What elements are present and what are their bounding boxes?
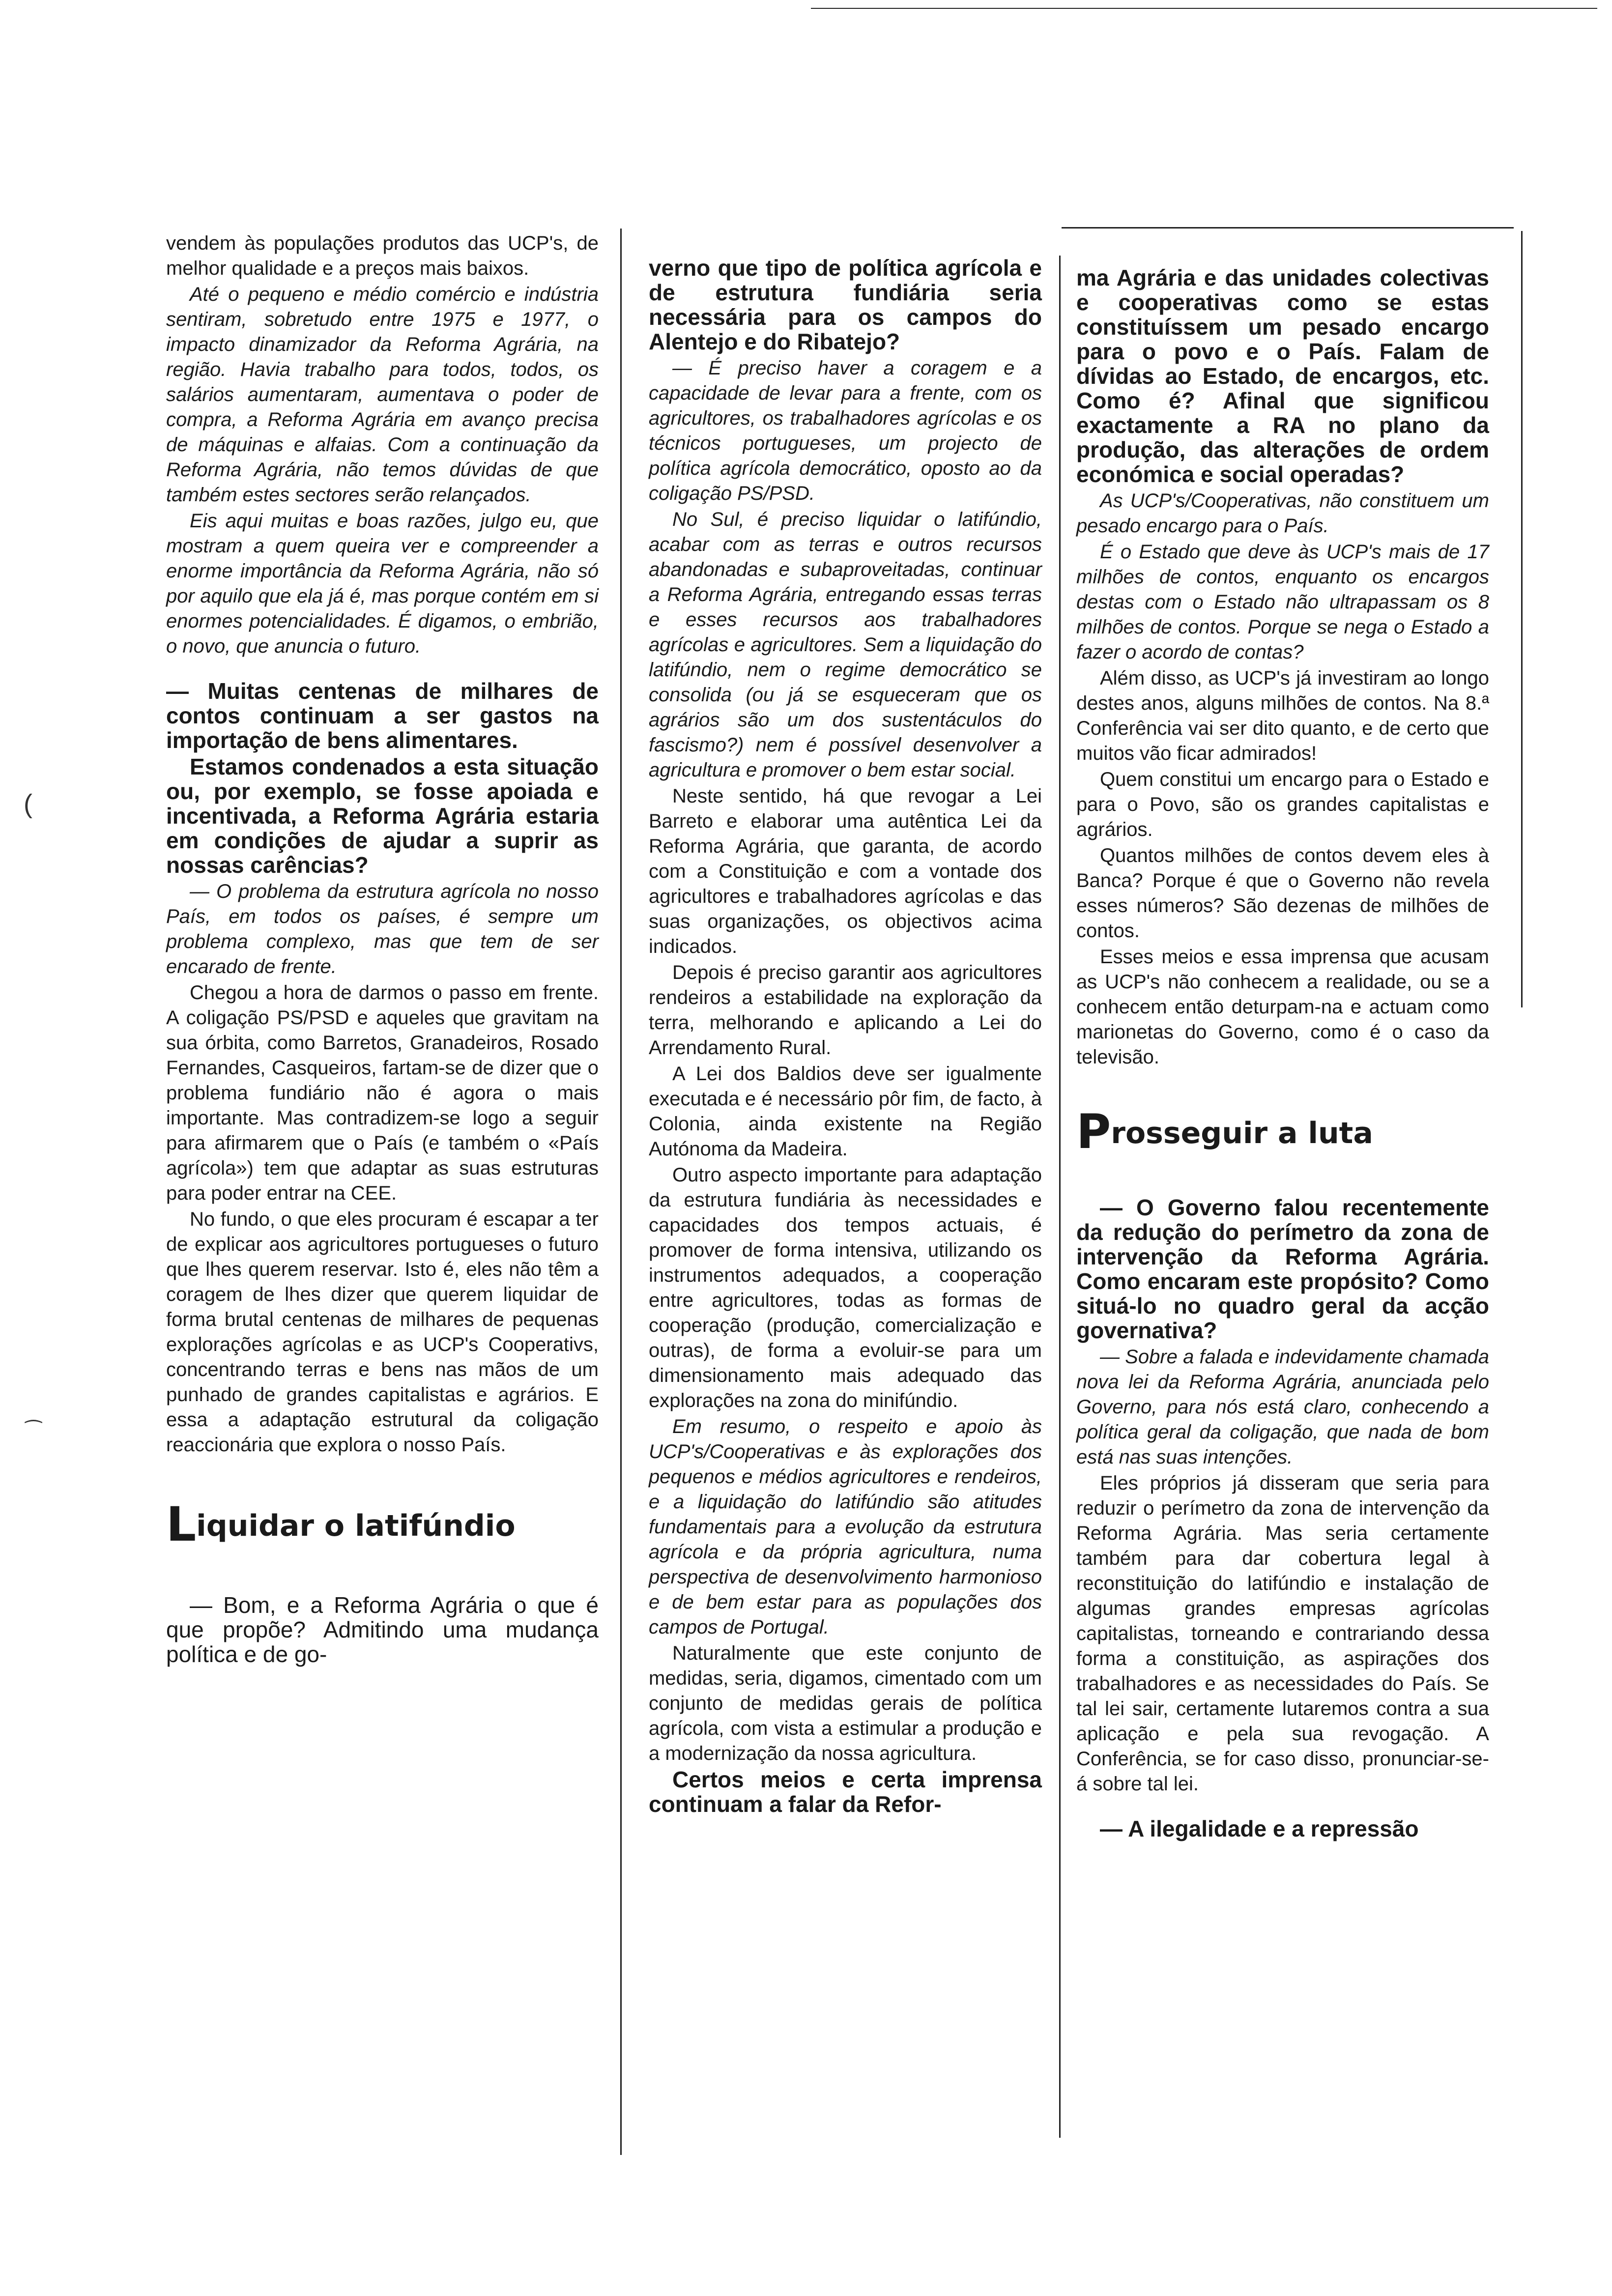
col1-question-1: — Muitas centenas de milhares de contos continuam a ser gastos na importação de bens alimentares.: [166, 678, 599, 753]
col3-answer-1: As UCP's/Cooperativas, não constituem um pesado encargo para o País.: [1076, 490, 1489, 537]
col3-paragraph-3: Quem constitui um encargo para o Estado e para o Povo, são os grandes capitalistas e agrários.: [1076, 769, 1489, 840]
heading-drop-cap: P: [1076, 1104, 1111, 1159]
col2-question-1: verno que tipo de política agrícola e de estrutura fundiária seria necessária para os campos do Alentejo e do Ribatejo?: [649, 255, 1042, 354]
col1-paragraph-1: vendem às populações produtos das UCP's, de melhor qualidade e a preços mais baixos.: [166, 232, 599, 279]
col3-answer-2: — Sobre a falada e indevidamente chamada nova lei da Reforma Agrária, anunciada pelo Governo, para nós está claro, conhecendo a política geral da coligação, que nada de bom está nas suas intenções.: [1076, 1346, 1489, 1468]
col1-paragraph-2: Até o pequeno e médio comércio e indústria sentiram, sobretudo entre 1975 e 1977, o impacto dinamizador da Reforma Agrária, na região. Havia trabalho para todos, todos, os salários aumentaram, aumentava o poder de compra, a Reforma Agrária em avanço precisa de máquinas e alfaias. Com a continuação da Reforma Agrária, não temos dúvidas de que também estes sectores serão relançados.: [166, 284, 599, 506]
col1-paragraph-5: No fundo, o que eles procuram é escapar a ter de explicar aos agricultores portugueses o futuro que lhes querem reservar. Isto é, eles não têm a coragem de lhes dizer que querem liquidar de forma brutal centenas de milhares de pequenas explorações agrícolas e as UCP's Cooperativs, concentrando terras e bens nas mãos de um punhado de grandes capitalistas e agrários. E essa a adaptação estrutural da coligação reaccionária que explora o nosso País.: [166, 1208, 599, 1456]
col3-question-2: — O Governo falou recentemente da redução do perímetro da zona de intervenção da Reforma Agrária. Como encaram este propósito? Como situá-lo no quadro geral da acção governativa?: [1076, 1195, 1489, 1343]
col3-paragraph-4: Quantos milhões de contos devem eles à Banca? Porque é que o Governo não revela esses números? São dezenas de milhões de contos.: [1076, 845, 1489, 942]
col1-question-3: — Bom, e a Reforma Agrária o que é que propõe? Admitindo uma mudança política e de go-: [166, 1592, 599, 1667]
column-2: [649, 256, 1042, 1818]
col2-paragraph-1: No Sul, é preciso liquidar o latifúndio, acabar com as terras e outros recursos abandonadas e subaproveitadas, continuar a Reforma Agrária, entregando essas terras e esses recursos aos trabalhadores agrícolas e agricultores. Sem a liquidação do latifúndio, nem o regime democrático se consolida (ou já se esqueceram que os agrários são um dos sustentáculos do fascismo?) nem é possível desenvolver a agricultura e promover o bem estar social.: [649, 509, 1042, 781]
col3-paragraph-6: Eles próprios já disseram que seria para reduzir o perímetro da zona de intervenção da Reforma Agrária. Mas seria certamente também para dar cobertura legal à reconstituição do latifúndio e instalação de algumas grandes empresas agrícolas capitalistas, torneando e contrariando dessa forma a constituição, as aspirações dos trabalhadores e as necessidades do País. Se tal lei sair, certamente lutaremos contra a sua aplicação e pela sua revogação. A Conferência, se for caso disso, pronunciar-se-á sobre tal lei.: [1076, 1472, 1489, 1795]
left-bracket-mark: (: [24, 789, 32, 819]
col1-paragraph-4: Chegou a hora de darmos o passo em frente. A coligação PS/PSD e aqueles que gravitam na sua órbita, como Barretos, Granadeiros, Rosado Fernandes, Casqueiros, fartam-se de dizer que o problema fundiário não é agora o mais importante. Mas contradizem-se logo a seguir para afirmarem que o País (e também o «País agrícola») tem que adaptar as suas estruturas para poder entrar na CEE.: [166, 982, 599, 1204]
col3-top-rule: [1062, 227, 1514, 229]
column-3: [1076, 265, 1489, 1843]
col1-paragraph-3: Eis aqui muitas e boas razões, julgo eu, que mostram a quem queira ver e compreender a enorme importância da Reforma Agrária, não só por aquilo que ela já é, mas porque contém em si enormes potencialidades. É digamos, o embrião, o novo, que anuncia o futuro.: [166, 510, 599, 657]
col3-paragraph-2: Além disso, as UCP's já investiram ao longo destes anos, alguns milhões de contos. Na 8.ª Conferência vai ser dito quanto, e de certo que muitos vão ficar admirados!: [1076, 667, 1489, 764]
col3-question-1: ma Agrária e das unidades colectivas e cooperativas como se estas constituíssem um pesado encargo para o povo e o País. Falam de dívidas ao Estado, de encargos, etc. Como é? Afinal que significou exactamente a RA no plano da produção, das alterações de ordem económica e social operadas?: [1076, 265, 1489, 487]
top-scan-line: [811, 8, 1597, 9]
col2-question-2: Certos meios e certa imprensa continuam a falar da Refor-: [649, 1767, 1042, 1817]
heading-drop-cap: L: [166, 1497, 197, 1552]
col2-paragraph-6: Em resumo, o respeito e apoio às UCP's/Cooperativas e às explorações dos pequenos e médios agricultores e rendeiros, e a liquidação do latifúndio são atitudes fundamentais para a evolução da estrutura agrícola e da própria agricultura, numa perspectiva de desenvolvimento harmonioso e de bem estar para as populações dos campos de Portugal.: [649, 1416, 1042, 1638]
col1-col2-divider: [620, 229, 622, 2155]
col3-right-divider: [1521, 231, 1523, 1007]
heading-text: rosseguir a luta: [1111, 1116, 1373, 1150]
col2-col3-divider: [1059, 256, 1061, 2138]
col3-paragraph-1: É o Estado que deve às UCP's mais de 17 milhões de contos, enquanto os encargos destas com o Estado não ultrapassam os 8 milhões de contos. Porque se nega o Estado a fazer o acordo de contas?: [1076, 541, 1489, 663]
col1-question-2: Estamos condenados a esta situação ou, por exemplo, se fosse apoiada e incentivada, a Reforma Agrária estaria em condições de ajudar a suprir as nossas carências?: [166, 754, 599, 878]
col2-paragraph-4: A Lei dos Baldios deve ser igualmente executada e é necessário pôr fim, de facto, à Colonia, ainda existente na Região Autónoma da Madeira.: [649, 1063, 1042, 1160]
col3-question-3: — A ilegalidade e a repressão: [1100, 1816, 1419, 1841]
col2-answer-1: — É preciso haver a coragem e a capacidade de levar para a frente, com os agricultores, os trabalhadores agrícolas e os técnicos portugueses, um projecto de política agrícola democrático, oposto ao da coligação PS/PSD.: [649, 357, 1042, 504]
section-heading-prosseguir: [1076, 1104, 1489, 1159]
col2-paragraph-5: Outro aspecto importante para adaptação da estrutura fundiária às necessidades e capacidades dos tempos actuais, é promover de forma intensiva, utilizando os instrumentos adequados, a cooperação entre agricultores, todas as formas de cooperação (produção, comercialização e outras), de forma a evoluir-se para um dimensionamento mais adequado das explorações na zona do minifúndio.: [649, 1164, 1042, 1411]
heading-text: iquidar o latifúndio: [196, 1509, 516, 1543]
section-heading-liquidar: [166, 1497, 599, 1552]
col3-paragraph-5: Esses meios e essa imprensa que acusam as UCP's não conhecem a realidade, ou se a conhecem então deturpam-na e actuam como marionetas do Governo, como é o caso da televisão.: [1076, 946, 1489, 1068]
column-1: [166, 231, 599, 1668]
col2-paragraph-7: Naturalmente que este conjunto de medidas, seria, digamos, cimentado com um conjunto de medidas gerais de política agrícola, com vista a estimular a produção e a modernização da nossa agricultura.: [649, 1642, 1042, 1764]
col2-paragraph-3: Depois é preciso garantir aos agricultores rendeiros a estabilidade na exploração da terra, melhorando e aplicando a Lei do Arrendamento Rural.: [649, 962, 1042, 1059]
col1-answer-1: — O problema da estrutura agrícola no nosso País, em todos os países, é sempre um problema complexo, mas que tem de ser encarado de frente.: [166, 881, 599, 977]
col2-paragraph-2: Neste sentido, há que revogar a Lei Barreto e elaborar uma autêntica Lei da Reforma Agrária, que garanta, de acordo com a Constituição e com a vontade dos agricultores e trabalhadores agrícolas e das suas organizações, os objectivos acima indicados.: [649, 785, 1042, 957]
left-dash-mark: ⁀: [26, 1421, 42, 1442]
